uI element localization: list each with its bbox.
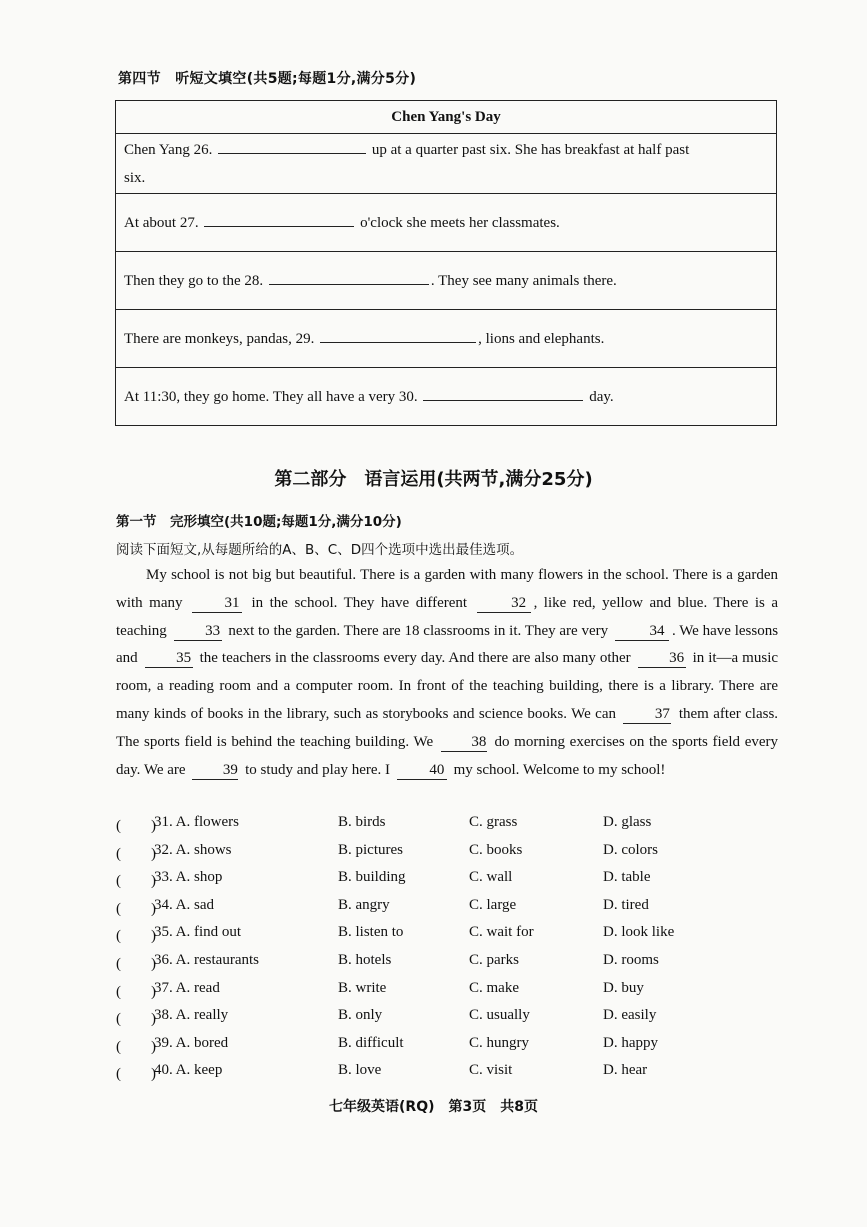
- options-list: [116, 814, 778, 1090]
- blank-37[interactable]: 37: [623, 705, 671, 724]
- option-b[interactable]: B. difficult: [338, 1034, 404, 1051]
- option-row: [116, 952, 778, 980]
- option-row: [116, 1062, 778, 1090]
- part-two-title: 第二部分 语言运用(共两节,满分25分): [274, 469, 593, 490]
- option-c[interactable]: C. grass: [469, 814, 518, 830]
- cloze-instruction: 阅读下面短文,从每题所给的A、B、C、D四个选项中选出最佳选项。: [116, 542, 524, 558]
- page-footer: 七年级英语(RQ) 第3页 共8页: [329, 1099, 538, 1115]
- option-a[interactable]: 37. A. read: [154, 979, 220, 996]
- option-c[interactable]: C. usually: [469, 1007, 530, 1024]
- table-row: [116, 367, 776, 425]
- blank-31[interactable]: 31: [192, 594, 242, 613]
- table-row: [116, 133, 776, 193]
- option-a[interactable]: 38. A. really: [154, 1007, 229, 1024]
- option-c[interactable]: C. wait for: [469, 924, 534, 941]
- row-text: up at a quarter past six. She has breakfast at half past: [371, 142, 690, 158]
- answer-paren[interactable]: ( ): [116, 1066, 156, 1083]
- option-b[interactable]: B. listen to: [338, 924, 404, 941]
- option-row: [116, 842, 778, 870]
- table-title: Chen Yang's Day: [391, 109, 501, 125]
- answer-blank-27[interactable]: [204, 210, 354, 227]
- option-d[interactable]: D. easily: [603, 1007, 657, 1024]
- answer-paren[interactable]: ( ): [116, 1038, 156, 1055]
- answer-blank-30[interactable]: [423, 384, 583, 401]
- row-text: day.: [589, 389, 614, 405]
- row-text: . They see many animals there.: [430, 273, 617, 289]
- option-a[interactable]: 33. A. shop: [154, 869, 223, 886]
- answer-paren[interactable]: ( ): [116, 900, 156, 917]
- table-row: [116, 309, 776, 367]
- option-c[interactable]: C. visit: [469, 1062, 513, 1079]
- option-row: [116, 924, 778, 952]
- option-b[interactable]: B. hotels: [338, 951, 392, 968]
- answer-blank-26[interactable]: [218, 137, 366, 154]
- option-row: [116, 814, 778, 842]
- blank-40[interactable]: 40: [397, 761, 447, 780]
- option-a[interactable]: 40. A. keep: [154, 1062, 223, 1079]
- option-row: [116, 897, 778, 925]
- blank-32[interactable]: 32: [477, 594, 531, 613]
- listening-table: [115, 100, 777, 426]
- option-a[interactable]: 39. A. bored: [154, 1034, 229, 1051]
- option-b[interactable]: B. building: [338, 869, 406, 886]
- blank-39[interactable]: 39: [192, 761, 238, 780]
- option-d[interactable]: D. rooms: [603, 951, 659, 968]
- row-text: At about 27.: [124, 215, 199, 231]
- row-text: Chen Yang 26.: [124, 142, 213, 158]
- option-a[interactable]: 31. A. flowers: [154, 814, 239, 830]
- option-d[interactable]: D. table: [603, 869, 651, 886]
- blank-34[interactable]: 34: [615, 622, 669, 641]
- option-c[interactable]: C. books: [469, 841, 523, 858]
- option-b[interactable]: B. only: [338, 1007, 383, 1024]
- option-d[interactable]: D. glass: [603, 814, 652, 830]
- table-row: [116, 251, 776, 309]
- answer-paren[interactable]: ( ): [116, 928, 156, 945]
- option-c[interactable]: C. large: [469, 896, 517, 913]
- option-d[interactable]: D. hear: [603, 1062, 648, 1079]
- option-c[interactable]: C. parks: [469, 951, 519, 968]
- option-row: [116, 869, 778, 897]
- answer-paren[interactable]: ( ): [116, 955, 156, 972]
- option-b[interactable]: B. angry: [338, 896, 390, 913]
- answer-blank-29[interactable]: [320, 326, 476, 343]
- option-row: [116, 980, 778, 1008]
- option-b[interactable]: B. pictures: [338, 841, 403, 858]
- table-row: [116, 193, 776, 251]
- answer-paren[interactable]: ( ): [116, 1011, 156, 1028]
- option-c[interactable]: C. wall: [469, 869, 513, 886]
- option-d[interactable]: D. buy: [603, 979, 644, 996]
- section-four-title: 第四节 听短文填空(共5题;每题1分,满分5分): [118, 71, 417, 87]
- option-a[interactable]: 34. A. sad: [154, 896, 214, 913]
- row-text: o'clock she meets her classmates.: [360, 215, 560, 231]
- row-text: There are monkeys, pandas, 29.: [124, 331, 315, 347]
- blank-38[interactable]: 38: [441, 733, 487, 752]
- option-c[interactable]: C. hungry: [469, 1034, 529, 1051]
- option-row: [116, 1007, 778, 1035]
- row-text-continued: six.: [124, 170, 146, 186]
- answer-paren[interactable]: ( ): [116, 873, 156, 890]
- option-b[interactable]: B. birds: [338, 814, 386, 830]
- option-c[interactable]: C. make: [469, 979, 519, 996]
- option-d[interactable]: D. colors: [603, 841, 658, 858]
- row-text: Then they go to the 28.: [124, 273, 264, 289]
- option-a[interactable]: 35. A. find out: [154, 924, 242, 941]
- blank-35[interactable]: 35: [145, 649, 193, 668]
- blank-33[interactable]: 33: [174, 622, 222, 641]
- blank-36[interactable]: 36: [638, 649, 686, 668]
- row-text: , lions and elephants.: [478, 331, 605, 347]
- answer-blank-28[interactable]: [269, 268, 429, 285]
- answer-paren[interactable]: ( ): [116, 983, 156, 1000]
- answer-paren[interactable]: ( ): [116, 818, 156, 834]
- option-d[interactable]: D. tired: [603, 896, 649, 913]
- option-row: [116, 1035, 778, 1063]
- option-a[interactable]: 32. A. shows: [154, 841, 232, 858]
- row-text: At 11:30, they go home. They all have a very 30.: [124, 389, 418, 405]
- option-a[interactable]: 36. A. restaurants: [154, 951, 259, 968]
- option-b[interactable]: B. love: [338, 1062, 382, 1079]
- option-d[interactable]: D. happy: [603, 1034, 658, 1051]
- option-b[interactable]: B. write: [338, 979, 387, 996]
- cloze-section-title: 第一节 完形填空(共10题;每题1分,满分10分): [116, 514, 402, 530]
- answer-paren[interactable]: ( ): [116, 845, 156, 862]
- option-d[interactable]: D. look like: [603, 924, 675, 941]
- cloze-passage: My school is not big but beautiful. There is a garden with many flowers in the school. There is a garden with many 31 in the school. They have different 32 , like red, yellow and blue. There is a teaching 33 next to the garden. There are 18 classrooms in it. They are very 34 . We have lessons and 35 the teachers in the classrooms every day. And there are also many other 36 in it—a music room, a reading room and a computer room. In front of the teaching building, there is a library. There are many kinds of books in the library, such as storybooks and science books. We can 37 them after class. The sports field is behind the teaching building. We 38 do morning exercises on the sports field every day. We are 39 to study and play here. I 40 my school. Welcome to my school!: [116, 567, 779, 778]
